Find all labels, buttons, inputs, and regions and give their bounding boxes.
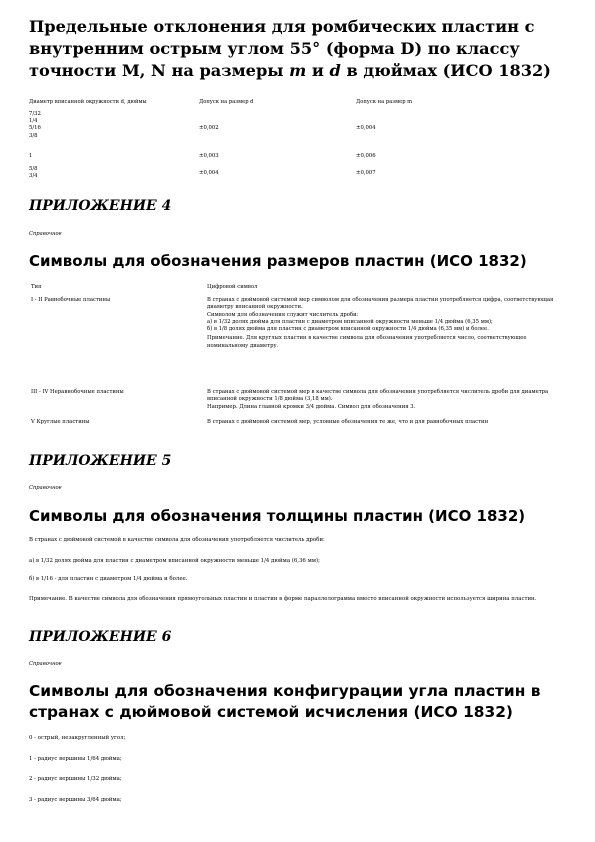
table-header-d: Допуск на размер d — [199, 99, 254, 105]
section-title: Символы для обозначения конфигурации угла пластин в странах с дюймовой системой исчисления (ИСО 1832) — [29, 682, 541, 721]
list-item: 3 - радиус вершины 3/64 дюйма; — [29, 797, 122, 803]
appendix-heading: ПРИЛОЖЕНИЕ 5 — [29, 453, 172, 469]
table-cell-d: ±0,002 — [199, 125, 219, 131]
paragraph: В странах с дюймовой системой в качестве символа для обозначения употребляется числитель дроби: — [29, 537, 325, 543]
list-item: 0 - острый, незакругленный угол; — [29, 735, 126, 741]
table-row-sizes: 5/8 3/4 — [29, 166, 38, 180]
appendix-heading: ПРИЛОЖЕНИЕ 6 — [29, 629, 172, 645]
table-cell-m: ±0,004 — [356, 125, 376, 131]
table-cell-d: ±0,003 — [199, 153, 219, 159]
appendix-note: Справочное — [29, 661, 62, 667]
paragraph: Примечание. В качестве символа для обозначения прямоугольных пластин и пластин в форме параллелограмма вместо вписанной окружности используется ширина пластин. — [29, 596, 537, 602]
table-cell-description: В странах с дюймовой системой мер в качестве символа для обозначения употребляется числитель дроби для диаметра вписанной окружности 1/8 дюйма (3,18 мм). Например. Длина главной кромки 3/4 дюйма. Символ для обозначения 3. — [207, 389, 549, 410]
table-cell-description: В странах с дюймовой системой мер, условные обозначения те же, что и для равнобочных пластин — [207, 419, 489, 425]
section-title: Символы для обозначения размеров пластин (ИСО 1832) — [29, 252, 527, 270]
list-item: 2 - радиус вершины 1/32 дюйма; — [29, 776, 122, 782]
table-cell-description: В странах с дюймовой системой мер символом для обозначения размера пластин употребляется цифра, соответствующая диаметру вписанной окружности. Символом для обозначения служит числитель дроби: а) в 1/32 долях дюйма для пластин с диаметром вписанной окружности меньше 1/4 дюйма (6,35 мм); б) в 1/8 долях дюйма для пластин с диаметром вписанной окружности 1/4 дюйма (6,35 мм) и более. Примечание. Для круглых пластин в качестве символа для обозначения употребляется число, соответствующее номинальному диаметру. — [207, 297, 554, 349]
paragraph: а) в 1/32 долях дюйма для пластин с диаметром вписанной окружности меньше 1/4 дюйма (6,36 мм); — [29, 558, 320, 564]
list-item: 1 - радиус вершины 1/64 дюйма; — [29, 756, 122, 762]
table-header-symbol: Цифровой символ — [207, 284, 258, 290]
table-cell-d: ±0,004 — [199, 170, 219, 176]
table-cell-m: ±0,007 — [356, 170, 376, 176]
appendix-note: Справочное — [29, 485, 62, 491]
table-header-diameter: Диаметр вписанной окружности d, дюймы — [29, 99, 147, 105]
table-cell-type: V Круглые пластины — [31, 419, 90, 425]
table-header-type: Тип — [31, 284, 42, 290]
table-row-sizes: 7/32 1/4 5/16 3/8 — [29, 111, 41, 139]
appendix-heading: ПРИЛОЖЕНИЕ 4 — [29, 198, 172, 214]
table-header-m: Допуск на размер m — [356, 99, 413, 105]
table-cell-m: ±0,006 — [356, 153, 376, 159]
paragraph: б) в 1/16 - для пластин с диаметром 1/4 дюйма и более. — [29, 576, 188, 582]
table-title: Предельные отклонения для ромбических пластин с внутренним острым углом 55° (форма D) по классу точности М, N на размеры m и d в дюймах (ИСО 1832) — [29, 17, 551, 80]
section-title: Символы для обозначения толщины пластин (ИСО 1832) — [29, 507, 526, 525]
table-cell-type: III - IV Неравнобочные пластины — [31, 389, 124, 395]
table-cell-type: I - II Равнобочные пластины — [31, 297, 111, 303]
appendix-note: Справочное — [29, 231, 62, 237]
table-row-sizes: 1 — [29, 153, 33, 159]
